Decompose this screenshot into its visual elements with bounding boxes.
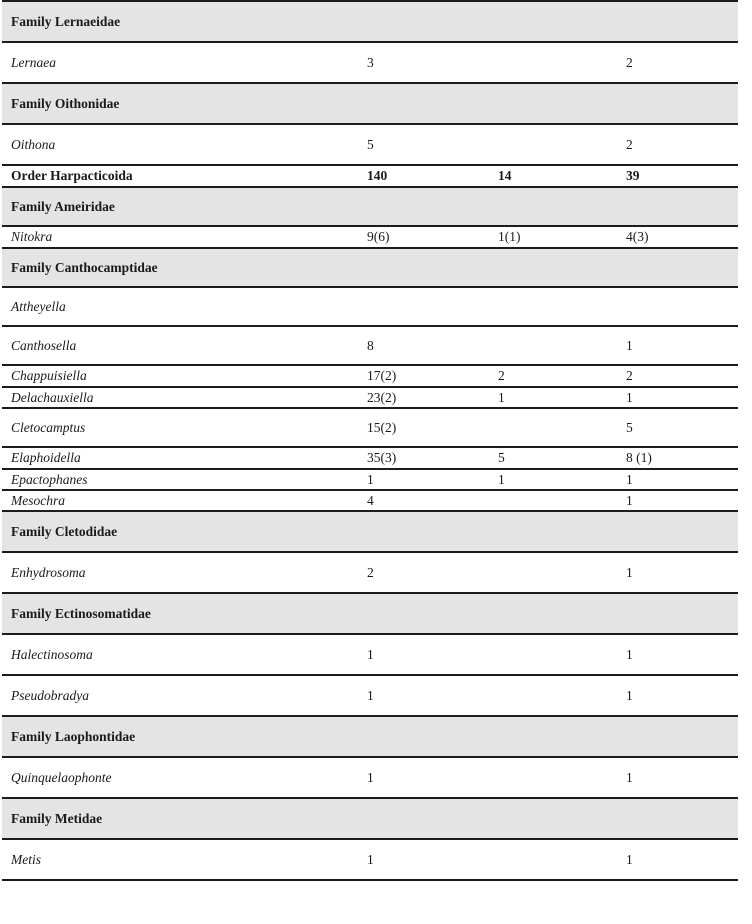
taxon-label: Family Ameiridae [11,198,115,214]
cell-value-1 [363,248,494,287]
cell-value-2 [494,124,622,165]
value-text: 1 [626,851,633,867]
cell-value-2 [494,408,622,447]
table-row-family-header [2,511,738,552]
cell-value-3 [622,248,738,287]
taxon-label: Mesochra [11,492,65,508]
value-text: 2 [626,136,633,152]
table-row-family-header [2,1,738,42]
cell-taxon-name [2,387,363,408]
cell-value-2 [494,490,622,511]
cell-taxon-name [2,675,363,716]
cell-value-2 [494,675,622,716]
value-text: 1 [367,646,374,662]
table-row-family-header [2,716,738,757]
table-row [2,552,738,593]
cell-value-3 [622,326,738,365]
value-text: 4 [367,492,374,508]
value-text: 1(1) [498,229,521,245]
cell-value-1 [363,187,494,226]
cell-value-1 [363,447,494,469]
value-text: 1 [367,769,374,785]
value-text: 5 [498,450,505,466]
cell-value-3 [622,675,738,716]
cell-taxon-name [2,83,363,124]
table-row-family-header [2,83,738,124]
cell-value-3 [622,287,738,326]
taxon-label: Elaphoidella [11,450,81,466]
value-text: 2 [498,368,505,384]
cell-taxon-name [2,124,363,165]
value-text: 5 [626,419,633,435]
table-row [2,387,738,408]
value-text: 1 [626,687,633,703]
cell-value-2 [494,326,622,365]
cell-value-3 [622,634,738,675]
value-text: 2 [367,564,374,580]
cell-value-1 [363,387,494,408]
table-row [2,326,738,365]
cell-value-1 [363,490,494,511]
cell-taxon-name [2,634,363,675]
table-row-family-header [2,248,738,287]
value-text: 2 [626,368,633,384]
cell-value-2 [494,287,622,326]
taxon-label: Enhydrosoma [11,564,86,580]
value-text: 1 [498,389,505,405]
cell-taxon-name [2,490,363,511]
table-row [2,469,738,490]
cell-value-3 [622,365,738,387]
cell-value-2 [494,839,622,880]
cell-taxon-name [2,447,363,469]
cell-value-1 [363,839,494,880]
cell-value-3 [622,408,738,447]
cell-value-1 [363,511,494,552]
cell-taxon-name [2,511,363,552]
cell-value-1 [363,675,494,716]
cell-value-3 [622,226,738,248]
taxon-label: Metis [11,851,41,867]
taxon-label: Oithona [11,136,56,152]
cell-value-3 [622,798,738,839]
cell-value-3 [622,42,738,83]
cell-value-3 [622,187,738,226]
cell-value-1 [363,408,494,447]
cell-taxon-name [2,798,363,839]
value-text: 17(2) [367,368,397,384]
cell-taxon-name [2,593,363,634]
cell-value-2 [494,1,622,42]
cell-value-1 [363,798,494,839]
value-text: 1 [626,646,633,662]
table-row [2,634,738,675]
cell-value-1 [363,83,494,124]
cell-value-2 [494,165,622,187]
taxon-label: Quinquelaophonte [11,769,112,785]
cell-value-2 [494,248,622,287]
cell-value-1 [363,124,494,165]
taxon-label: Epactophanes [11,471,88,487]
cell-value-1 [363,593,494,634]
cell-value-1 [363,326,494,365]
cell-value-2 [494,552,622,593]
taxon-label: Attheyella [11,298,66,314]
cell-taxon-name [2,42,363,83]
cell-taxon-name [2,716,363,757]
value-text: 35(3) [367,450,397,466]
cell-value-3 [622,511,738,552]
value-text: 15(2) [367,419,397,435]
table-body [2,1,738,880]
cell-value-1 [363,365,494,387]
cell-taxon-name [2,469,363,490]
cell-value-3 [622,469,738,490]
cell-value-1 [363,42,494,83]
cell-value-2 [494,593,622,634]
table-row [2,490,738,511]
cell-taxon-name [2,226,363,248]
table-row [2,124,738,165]
taxon-label: Family Canthocamptidae [11,259,158,275]
cell-value-2 [494,757,622,798]
value-text: 2 [626,54,633,70]
table-row [2,675,738,716]
value-text: 1 [626,564,633,580]
taxon-label: Family Oithonidae [11,95,120,111]
value-text: 3 [367,54,374,70]
taxon-label: Canthosella [11,337,77,353]
cell-value-1 [363,1,494,42]
cell-taxon-name [2,839,363,880]
table-row [2,757,738,798]
cell-value-3 [622,1,738,42]
cell-taxon-name [2,552,363,593]
taxon-label: Family Laophontidae [11,728,136,744]
cell-value-1 [363,165,494,187]
value-text: 1 [626,389,633,405]
taxon-label: Delachauxiella [11,389,94,405]
cell-value-1 [363,469,494,490]
table-row-family-header [2,798,738,839]
table-row [2,408,738,447]
cell-taxon-name [2,1,363,42]
taxon-label: Cletocamptus [11,419,86,435]
taxon-label: Lernaea [11,54,56,70]
table-row-family-header [2,593,738,634]
cell-value-1 [363,716,494,757]
value-text: 9(6) [367,229,390,245]
cell-taxon-name [2,165,363,187]
cell-taxon-name [2,248,363,287]
taxon-label: Order Harpacticoida [11,168,133,184]
table-row-order [2,165,738,187]
cell-taxon-name [2,408,363,447]
taxon-label: Chappuisiella [11,368,87,384]
cell-value-2 [494,511,622,552]
table-row [2,287,738,326]
table-row-family-header [2,187,738,226]
taxon-label: Family Cletodidae [11,523,118,539]
cell-value-3 [622,83,738,124]
value-text: 14 [498,168,512,184]
cell-value-3 [622,124,738,165]
value-text: 5 [367,136,374,152]
cell-value-2 [494,365,622,387]
table-row [2,447,738,469]
taxon-label: Family Ectinosomatidae [11,605,151,621]
cell-value-3 [622,490,738,511]
cell-taxon-name [2,287,363,326]
value-text: 4(3) [626,229,649,245]
cell-value-2 [494,634,622,675]
cell-value-3 [622,447,738,469]
cell-value-1 [363,287,494,326]
value-text: 1 [367,687,374,703]
cell-value-3 [622,839,738,880]
value-text: 39 [626,168,640,184]
taxon-label: Pseudobradya [11,687,89,703]
taxon-label: Family Metidae [11,810,103,826]
taxa-abundance-table [2,0,738,881]
cell-taxon-name [2,757,363,798]
cell-value-1 [363,634,494,675]
value-text: 140 [367,168,388,184]
value-text: 1 [367,851,374,867]
cell-value-2 [494,716,622,757]
value-text: 23(2) [367,389,397,405]
taxon-label: Family Lernaeidae [11,13,121,29]
table-row [2,365,738,387]
taxon-label: Halectinosoma [11,646,93,662]
cell-value-1 [363,552,494,593]
value-text: 1 [498,471,505,487]
cell-value-3 [622,387,738,408]
value-text: 8 (1) [626,450,652,466]
table-row [2,839,738,880]
table-row [2,226,738,248]
cell-value-3 [622,552,738,593]
cell-taxon-name [2,187,363,226]
value-text: 1 [626,337,633,353]
taxon-label: Nitokra [11,229,53,245]
value-text: 1 [626,492,633,508]
cell-value-2 [494,187,622,226]
cell-taxon-name [2,326,363,365]
value-text: 1 [626,769,633,785]
cell-taxon-name [2,365,363,387]
cell-value-3 [622,165,738,187]
cell-value-1 [363,757,494,798]
table-row [2,42,738,83]
value-text: 1 [626,471,633,487]
cell-value-2 [494,447,622,469]
cell-value-2 [494,469,622,490]
cell-value-2 [494,226,622,248]
cell-value-3 [622,757,738,798]
value-text: 8 [367,337,374,353]
cell-value-2 [494,83,622,124]
cell-value-3 [622,716,738,757]
value-text: 1 [367,471,374,487]
cell-value-2 [494,387,622,408]
cell-value-2 [494,42,622,83]
cell-value-3 [622,593,738,634]
cell-value-1 [363,226,494,248]
cell-value-2 [494,798,622,839]
